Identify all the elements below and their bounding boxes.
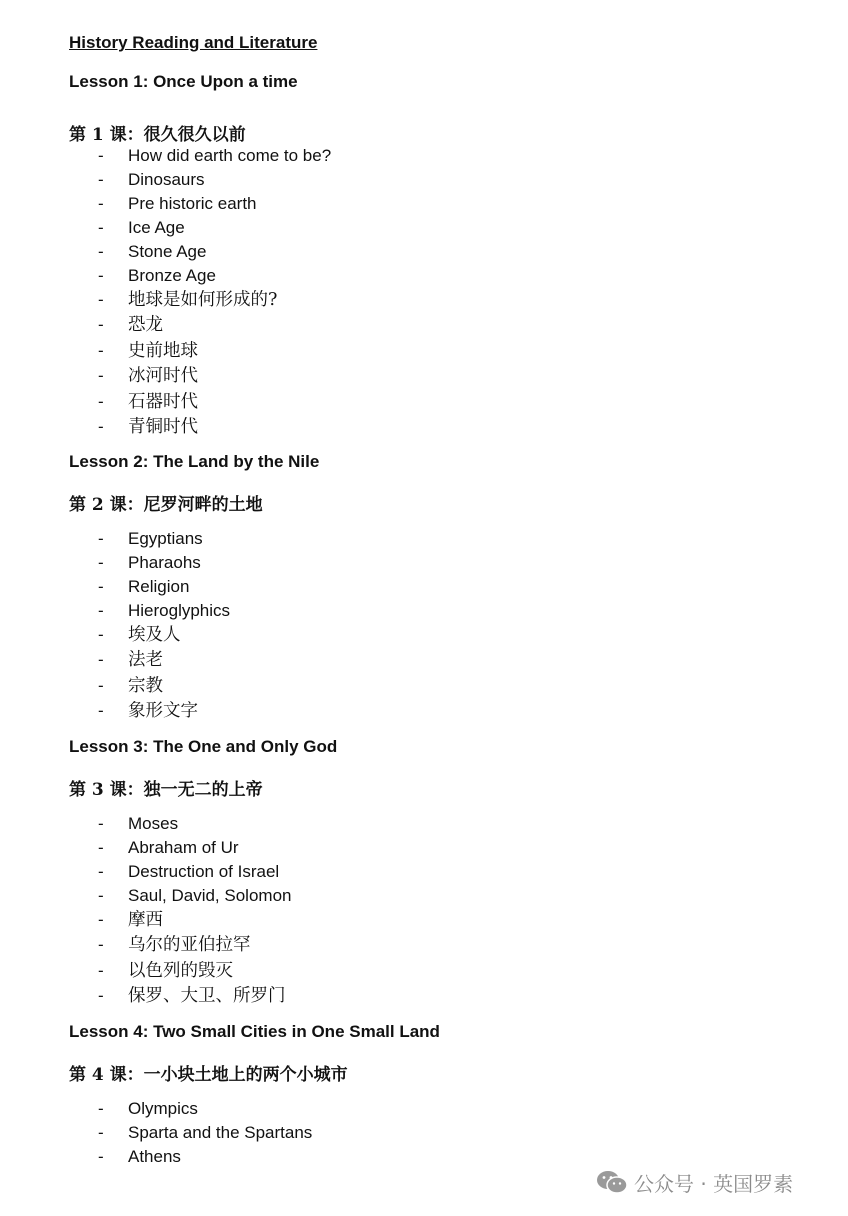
lesson-3-title-zh: 第 3 课：独一无二的上帝 — [69, 780, 263, 800]
lesson-2-title: Lesson 2: The Land by the Nile — [69, 452, 320, 471]
lesson-1-title: Lesson 1: Once Upon a time — [69, 72, 298, 91]
lesson-4-title: Lesson 4: Two Small Cities in One Small Land — [69, 1022, 440, 1041]
lesson-4-title-zh: 第 4 课：一小块土地上的两个小城市 — [69, 1065, 348, 1085]
document-title: History Reading and Literature — [69, 33, 318, 52]
lesson-3-title: Lesson 3: The One and Only God — [69, 737, 338, 756]
watermark-text: 公众号 · 英国罗素 — [634, 1171, 794, 1196]
lesson-1-title-zh: 第 1 课：很久很久以前 — [69, 125, 246, 145]
watermark — [596, 1168, 793, 1196]
document-page: History Reading and Literature Lesson 1: Once Upon a time 第 1 课：很久很久以前 - How did earth come to be? - Dinosaurs - Pre historic earth - Ice Age - Stone Age - Bronze Age - 地球是如何形成的? - 恐龙 - 史前地球 - 冰河时代 - 石器时代 - 青铜时代 Lesson 2: The Land by the Nile 第 2 课：尼罗河畔的土地 - Egyptians - Pharaohs - Religion - Hieroglyphics - 埃及人 - 法老 - 宗教 - 象形文字 Lesson 3: The One and Only God 第 3 课：独一无二的上帝 - Moses - Abraham of Ur - Destruction of Israel - Saul, David, Solomon - 摩西 - 乌尔的亚伯拉罕 - 以色列的毁灭 - 保罗、大卫、所罗门 Lesson 4: Two Small Cities in One Small Land 第 4 课：一小块土地上的两个小城市 - Olympics - Sparta and the Spartans - Athens 公众号 · 英国罗素 — [69, 33, 794, 1196]
wechat-icon — [596, 1169, 628, 1195]
lesson-2-title-zh: 第 2 课：尼罗河畔的土地 — [69, 495, 263, 515]
